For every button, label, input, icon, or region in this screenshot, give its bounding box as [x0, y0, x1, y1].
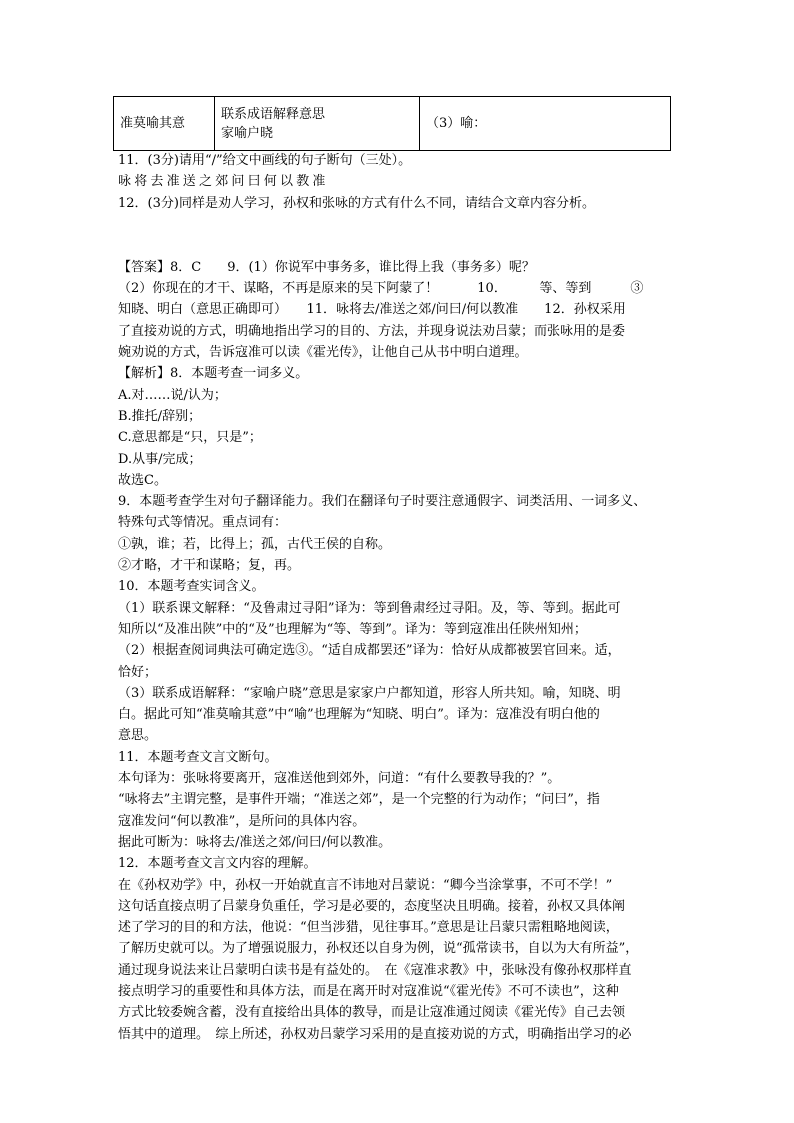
- answer-line: 了直接劝说的方式，明确地指出学习的目的、方法，并现身说法劝吕蒙；而张咏用的是委: [118, 323, 626, 339]
- answer-line: C.意思都是“只，只是”；: [118, 430, 262, 446]
- table-cell-answer: （3）喻：: [420, 97, 671, 151]
- method-line: 联系成语解释意思: [221, 106, 326, 122]
- answer-line: B.推托/辞别；: [118, 408, 202, 424]
- answer-line: ②才略，才干和谋略；复，再。: [118, 558, 301, 574]
- answer-line: （1）联系课文解释：“及鲁肃过寻阳”译为：等到鲁肃经过寻阳。及，等、等到。据此可: [118, 600, 621, 616]
- answer-line: 特殊句式等情况。重点词有：: [118, 515, 288, 531]
- answer-line: ①孰，谁；若，比得上；孤，古代王侯的自称。: [118, 536, 392, 552]
- answer-line: 恰好；: [118, 664, 158, 680]
- answer-line: 婉劝说的方式，告诉寇准可以读《霍光传》，让他自己从书中明白道理。: [118, 345, 528, 361]
- answer-line: 据此可断为：咏将去/准送之郊/问曰/何以教准。: [118, 834, 392, 850]
- vocabulary-table: [113, 96, 671, 151]
- question-12: 12．(3分)同样是劝人学习，孙权和张咏的方式有什么不同，请结合文章内容分析。: [118, 195, 595, 211]
- question-11-text: 咏将去准送之郊问曰何以教准: [118, 174, 329, 190]
- table-cell-word: 准莫喻其意: [114, 97, 215, 151]
- answer-line: 9．本题考查学生对句子翻译能力。我们在翻译句子时要注意通假字、词类活用、一词多义、: [118, 494, 647, 510]
- answer-line: （2）根据查阅词典法可确定选③。“适自成都罢还”译为：恰好从成都被罢官回来。适，: [118, 643, 621, 659]
- answer-line: 【答案】8．C 9．(1）你说军中事务多，谁比得上我（事务多）呢？: [118, 259, 535, 275]
- answer-line: 寇准发问“何以教准”，是所问的具体内容。: [118, 813, 366, 829]
- answer-line: 故选C。: [118, 472, 167, 488]
- answer-line: 白。据此可知“准莫喻其意”中“喻”也理解为“知晓、明白”。译为：寇准没有明白他的: [118, 707, 600, 723]
- answer-line: 方式比较委婉含蓄，没有直接给出具体的教导，而是让寇准通过阅读《霍光传》自己去领: [118, 1005, 626, 1021]
- answer-line: 这句话直接点明了吕蒙身负重任，学习是必要的，态度坚决且明确。接着，孙权又具体阐: [118, 898, 626, 914]
- answer-line: 知晓、明白（意思正确即可） 11．咏将去/准送之郊/问曰/何以教准 12．孙权采用: [118, 302, 626, 318]
- answer-line: 12．本题考查文言文内容的理解。: [118, 856, 317, 872]
- answer-line: 意思。: [118, 728, 158, 744]
- answer-line: 10．本题考查实词含义。: [118, 579, 265, 595]
- answer-line: 知所以“及准出陕”中的“及”也理解为“等、等到”。译为：等到寇准出任陕州知州；: [118, 621, 587, 637]
- document-body: [118, 150, 678, 1045]
- answer-line: 【解析】8．本题考查一词多义。: [118, 366, 309, 382]
- spacer: [118, 214, 678, 257]
- answer-line: D.从事/完成；: [118, 451, 202, 467]
- answer-line: 在《孙权劝学》中，孙权一开始就直言不讳地对吕蒙说：“卿今当涂掌事，不可不学！”: [118, 877, 613, 893]
- answer-line: “咏将去”主谓完整，是事件开端；“准送之郊”，是一个完整的行为动作；“问曰”，指: [118, 792, 600, 808]
- answer-section: [118, 257, 678, 1045]
- answer-line: （3）联系成语解释：“家喻户晓”意思是家家户户都知道，形容人所共知。喻，知晓、明: [118, 685, 621, 701]
- answer-line: 了解历史就可以。为了增强说服力，孙权还以自身为例，说“孤常读书，自以为大有所益”，: [118, 941, 639, 957]
- answer-line: 本句译为：张咏将要离开，寇准送他到郊外，问道：“有什么要教导我的？”。: [118, 771, 561, 787]
- answer-line: 通过现身说法来让吕蒙明白读书是有益处的。 在《寇准求教》中，张咏没有像孙权那样直: [118, 962, 632, 978]
- answer-line: 11．本题考查文言文断句。: [118, 749, 278, 765]
- table-cell-method: [215, 97, 420, 151]
- question-11: 11．(3分)请用“/”给文中画线的句子断句（三处）。: [118, 153, 412, 168]
- answer-line: 接点明学习的重要性和具体方法，而是在离开时对寇准说“《霍光传》不可不读也”，这种: [118, 983, 619, 999]
- table-row: [114, 97, 671, 151]
- answer-line: 悟其中的道理。 综上所述，孙权劝吕蒙学习采用的是直接劝说的方式，明确指出学习的必: [118, 1026, 632, 1042]
- answer-line: A.对……说/认为；: [118, 387, 227, 403]
- answer-line: （2）你现在的才干、谋略，不再是原来的吴下阿蒙了！ 10． 等、等到 ③: [118, 281, 644, 297]
- answer-line: 述了学习的目的和方法，他说：“但当涉猎，见往事耳。”意思是让吕蒙只需粗略地阅读，: [118, 920, 619, 936]
- idiom-line: 家喻户晓: [221, 125, 274, 141]
